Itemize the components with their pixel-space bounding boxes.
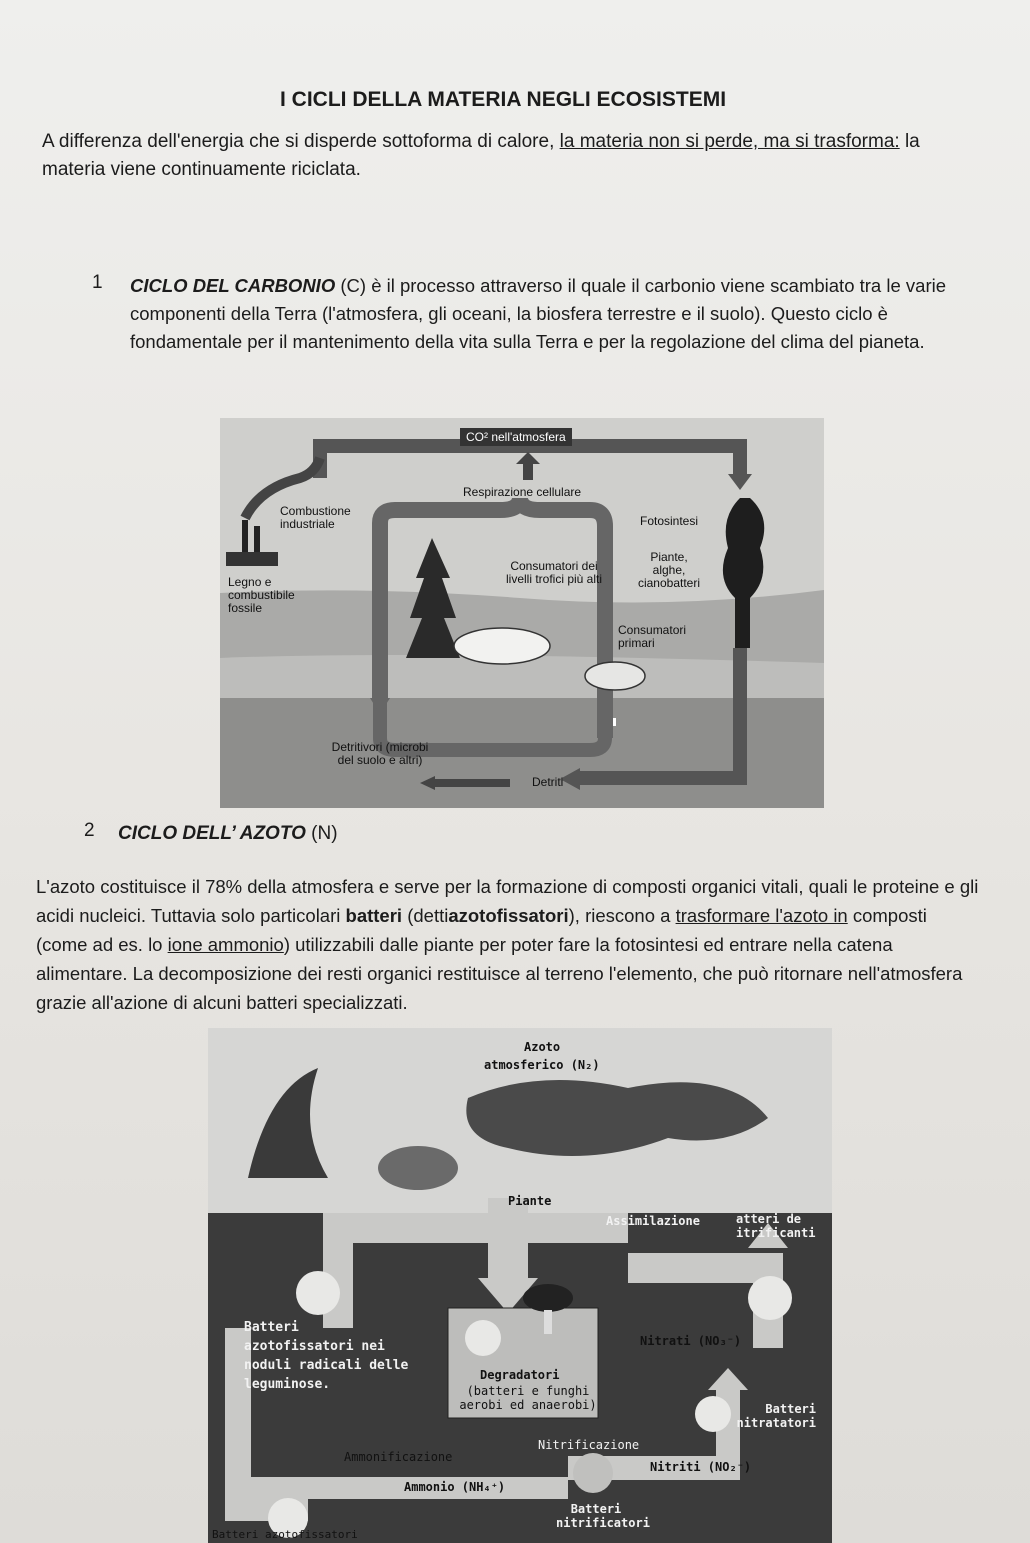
- intro-text-2: la materia viene continuamente riciclata.: [42, 131, 920, 180]
- assimilazione-label: Assimilazione: [606, 1214, 700, 1228]
- nitrati-label: Nitrati (NO₃⁻): [640, 1334, 742, 1348]
- section2-bold-azotofissatori: azotofissatori: [448, 905, 569, 926]
- section2-bold-batteri: batteri: [345, 905, 403, 926]
- batteri-azotofissatori-label: Batteri azotofissatori nei noduli radicali delle leguminose.: [244, 1320, 409, 1392]
- ammonificazione-label: Ammonificazione: [344, 1450, 453, 1464]
- section2-number: 2: [84, 820, 95, 841]
- nitriti-label: Nitriti (NO₂⁻): [650, 1460, 752, 1474]
- detritivori-label: Detritivori (microbi del suolo e altri): [331, 740, 429, 767]
- section2-text-5: ) utilizzabili dalle piante per poter fare la fotosintesi ed entrare nella catena alimentare. La decomposizione dei resti organici restituisce al terreno l'elemento, che può ritornare nell'atmosfera grazie all'azione di alcuni batteri specializzati.: [36, 934, 963, 1013]
- ammonio-label: Ammonio (NH₄⁺): [404, 1480, 506, 1494]
- batteri-nitrificatori-label: Batteri nitrificatori: [556, 1502, 650, 1530]
- detriti-label: Detriti: [532, 775, 564, 789]
- nitrogen-cycle-diagram: [208, 1028, 832, 1543]
- section2-heading-line: [118, 820, 338, 848]
- intro-text-1: A differenza dell'energia che si disperde sottoforma di calore,: [42, 131, 555, 152]
- page-title: I CICLI DELLA MATERIA NEGLI ECOSISTEMI: [280, 88, 727, 111]
- degradatori-label: Degradatori: [480, 1368, 560, 1382]
- piante-label: Piante, alghe, cianobatteri: [637, 550, 701, 590]
- section2-paragraph: [36, 872, 982, 1017]
- co2-label: CO² nell'atmosfera: [460, 428, 572, 446]
- batteri-azotofissatori-bottom-label: Batteri azotofissatori: [212, 1528, 358, 1541]
- batteri-nitratatori-label: Batteri nitratatori: [736, 1402, 816, 1430]
- section1-heading: CICLO DEL CARBONIO: [130, 275, 336, 296]
- section2-underline-2: ione ammonio: [167, 934, 284, 955]
- legno-label: Legno e combustibile fossile: [228, 575, 295, 615]
- section2-underline-1: trasformare l'azoto in: [675, 905, 848, 926]
- section2-text-2: (detti: [407, 905, 449, 926]
- section1-number: 1: [92, 272, 103, 293]
- section2-text-1: L'azoto costituisce il 78% della atmosfera e serve per la formazione di composti organici vitali, quali le proteine e gli acidi nucleici. Tuttavia solo particolari: [36, 876, 979, 926]
- nitrificazione-label: Nitrificazione: [538, 1438, 640, 1452]
- fotosintesi-label: Fotosintesi: [640, 514, 699, 528]
- intro-underline: la materia non si perde, ma si trasforma:: [559, 131, 900, 152]
- degradatori-sub-label: (batteri e funghi aerobi ed anaerobi): [459, 1384, 597, 1412]
- section1-text: è il processo attraverso il quale il carbonio viene scambiato tra le varie componenti della Terra (l'atmosfera, gli oceani, la biosfera terrestre e il suolo). Questo ciclo è fondamentale per il mantenimento della vita sulla Terra e per la regolazione del clima del pianeta.: [130, 275, 946, 352]
- respirazione-label: Respirazione cellulare: [463, 485, 582, 499]
- azoto-label: Azoto: [524, 1040, 561, 1054]
- denitrificanti-label: atteri de itrificanti: [736, 1212, 816, 1240]
- combustione-label: Combustione industriale: [280, 504, 351, 531]
- section2-symbol: (N): [311, 823, 338, 844]
- section1-paragraph: [130, 272, 978, 356]
- section2-heading: CICLO DELL’ AZOTO: [118, 823, 306, 844]
- section1-symbol: (C): [340, 275, 367, 296]
- section2-text-4: composti (come ad es. lo: [36, 905, 927, 955]
- consumatori-alti-label: Consumatori dei livelli trofici più alti: [505, 559, 603, 586]
- piante-n-label: Piante: [508, 1194, 552, 1208]
- intro-paragraph: [42, 128, 942, 184]
- atmosferico-label: atmosferico (N₂): [484, 1058, 600, 1072]
- carbon-cycle-diagram: [220, 418, 824, 808]
- section2-text-3: ), riescono a: [568, 905, 671, 926]
- consumatori-primari-label: Consumatori primari: [618, 623, 687, 650]
